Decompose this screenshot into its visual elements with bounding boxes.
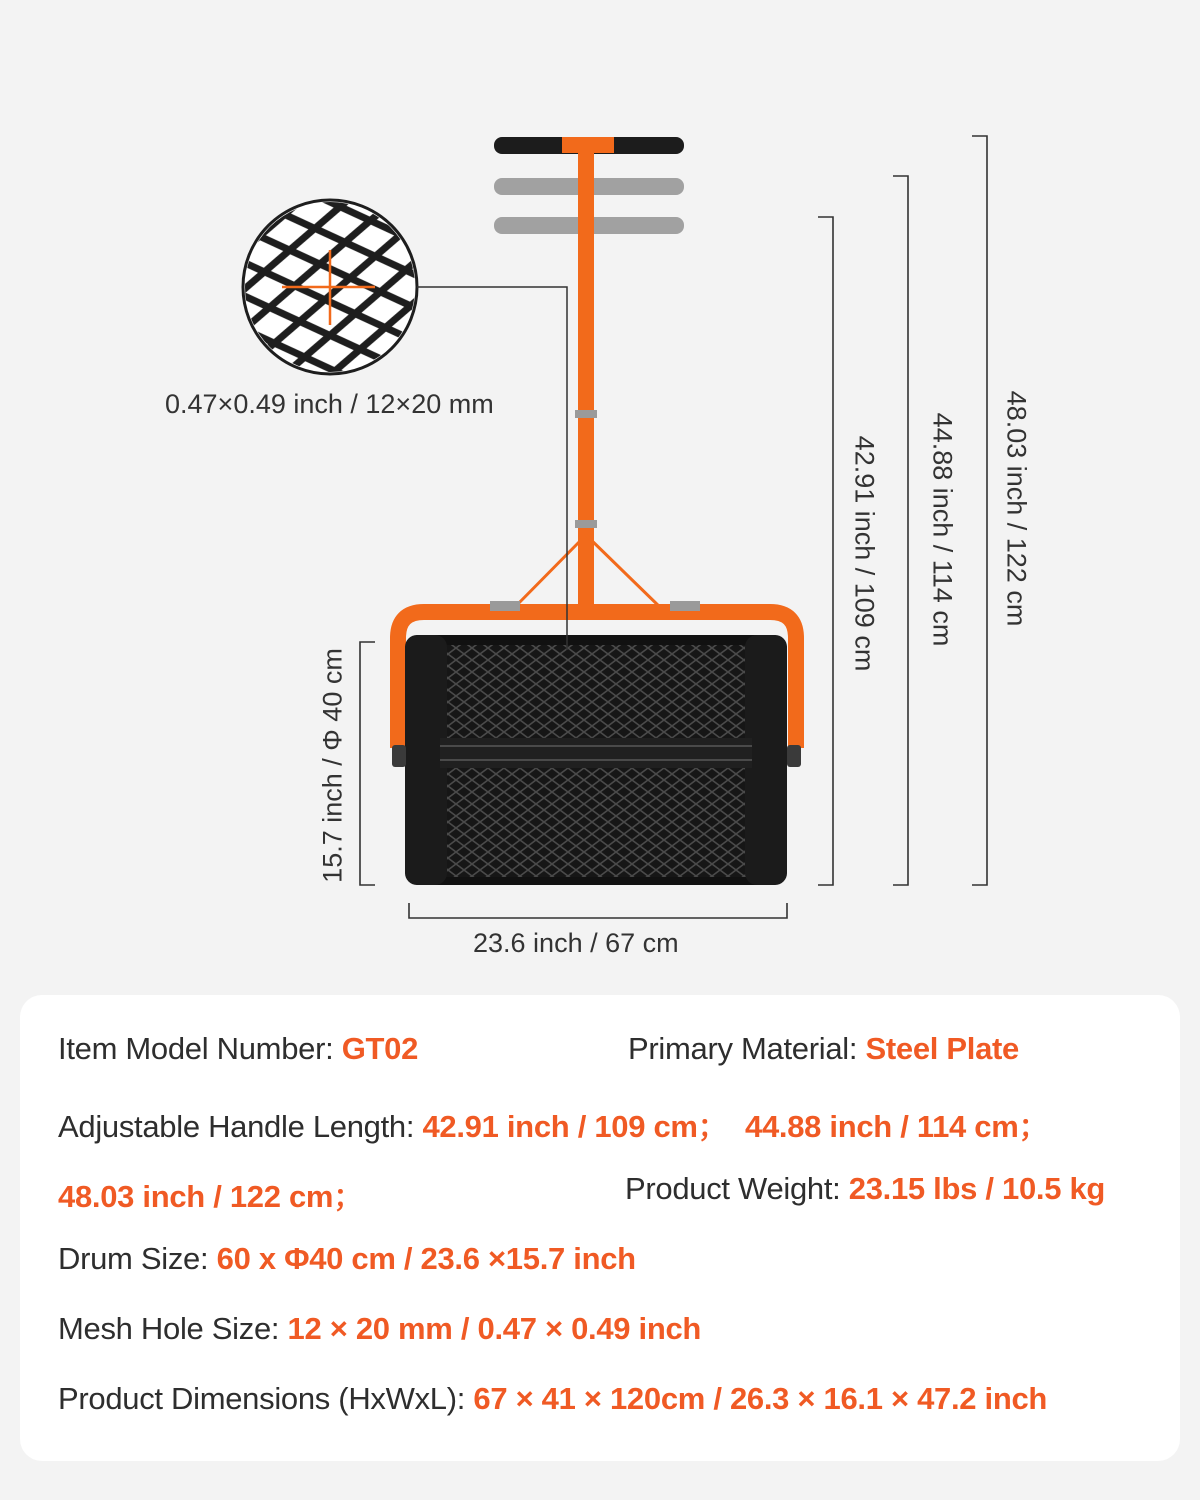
height-low-bracket xyxy=(818,217,833,885)
spec-handle-label: Adjustable Handle Length: xyxy=(58,1109,423,1144)
spec-dimensions xyxy=(58,1381,1047,1417)
spec-material-label: Primary Material: xyxy=(628,1031,866,1066)
spec-mesh-size xyxy=(58,1311,701,1347)
specifications-card xyxy=(20,995,1180,1461)
spec-handle-value-1: 42.91 inch / 109 cm； xyxy=(422,1109,729,1144)
spec-weight xyxy=(625,1171,1105,1207)
mesh-callout-label: 0.47×0.49 inch / 12×20 mm xyxy=(165,389,494,419)
spec-handle-length-cont xyxy=(58,1171,364,1216)
spec-weight-label: Product Weight: xyxy=(625,1171,849,1206)
spec-mesh-value: 12 × 20 mm / 0.47 × 0.49 inch xyxy=(287,1311,702,1346)
spec-drum-label: Drum Size: xyxy=(58,1241,217,1276)
spec-material-value: Steel Plate xyxy=(865,1031,1019,1066)
spec-handle-length xyxy=(58,1101,1049,1146)
mesh-drum xyxy=(392,635,801,885)
spec-drum-value: 60 x Φ40 cm / 23.6 ×15.7 inch xyxy=(216,1241,636,1276)
height-mid-label: 44.88 inch / 114 cm xyxy=(927,412,958,647)
height-high-bracket xyxy=(972,136,987,885)
height-mid-bracket xyxy=(893,176,908,885)
spec-drum-size xyxy=(58,1241,636,1277)
spec-handle-value-2: 44.88 inch / 114 cm； xyxy=(745,1109,1050,1144)
spec-model-label: Item Model Number: xyxy=(58,1031,342,1066)
drum-diameter-bracket xyxy=(360,642,375,885)
drum-diameter-label: 15.7 inch / Φ 40 cm xyxy=(317,648,348,883)
spec-dims-value: 67 × 41 × 120cm / 26.3 × 16.1 × 47.2 inch xyxy=(473,1381,1048,1416)
spec-material xyxy=(628,1031,1019,1067)
spec-weight-value: 23.15 lbs / 10.5 kg xyxy=(848,1171,1106,1206)
spec-model xyxy=(58,1031,418,1067)
mesh-zoom-callout xyxy=(240,200,567,650)
spec-model-value: GT02 xyxy=(341,1031,419,1066)
spec-handle-value-3: 48.03 inch / 122 cm； xyxy=(58,1179,364,1214)
handle-shaft xyxy=(510,137,665,612)
height-low-label: 42.91 inch / 109 cm xyxy=(849,435,880,672)
drum-width-bracket xyxy=(409,903,787,918)
spec-dims-label: Product Dimensions (HxWxL): xyxy=(58,1381,474,1416)
height-high-label: 48.03 inch / 122 cm xyxy=(1001,390,1032,627)
drum-width-label: 23.6 inch / 67 cm xyxy=(473,928,679,958)
spec-mesh-label: Mesh Hole Size: xyxy=(58,1311,288,1346)
